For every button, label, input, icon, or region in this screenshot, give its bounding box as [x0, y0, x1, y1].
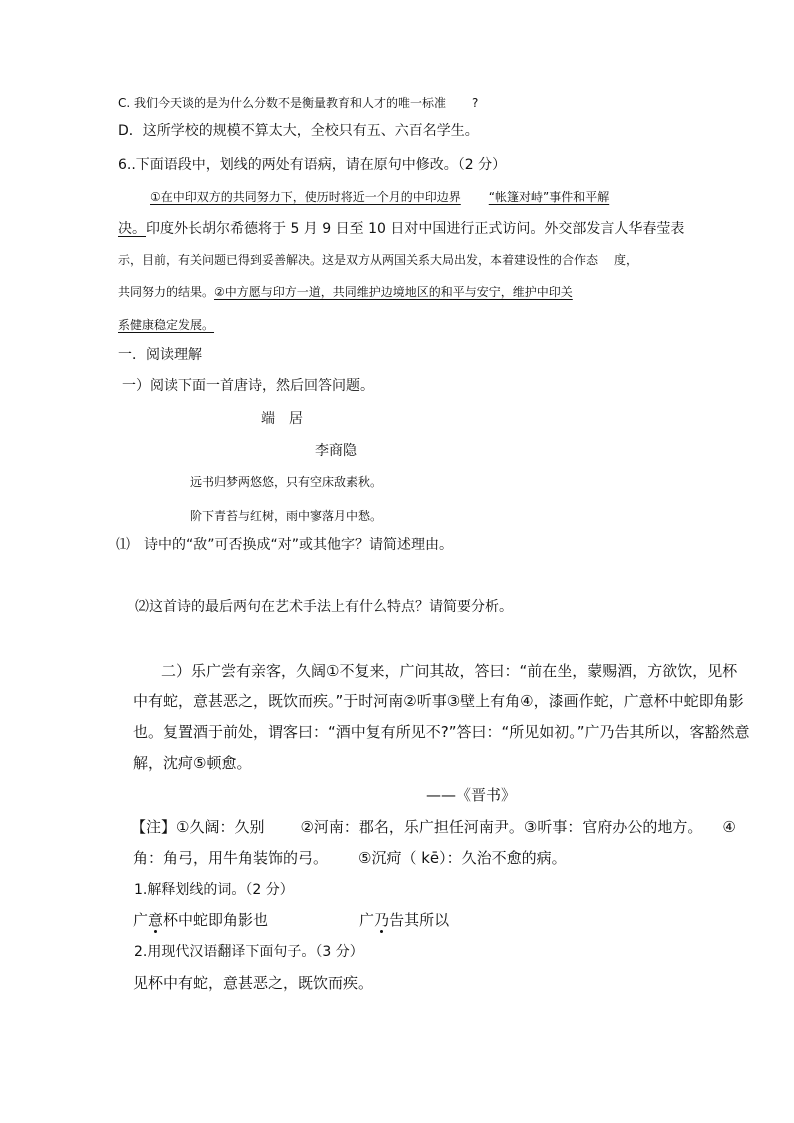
- phrase-1-part-a: 广: [133, 911, 149, 929]
- note-2-3: ②河南：郡名，乐广担任河南尹。③听事：官府办公的地方。: [300, 818, 703, 836]
- poem-author: 李商隐: [315, 443, 357, 459]
- exercise-1-phrases: [133, 911, 449, 929]
- note-4-marker: ④: [722, 818, 736, 836]
- text-source: ——《晋书》: [426, 786, 517, 804]
- exercise-1-phrase-2: [359, 911, 449, 929]
- q6-line-3-end: 度，: [614, 253, 639, 267]
- poem-question-1-text: 诗中的“敌”可否换成“对”或其他字？请简述理由。: [144, 537, 454, 553]
- poem-question-1-number: ⑴: [116, 537, 130, 553]
- q6-paragraph-line-4: [118, 285, 573, 299]
- q6-underlined-sentence-1a: ①在中印双方的共同努力下，使历时将近一个月的中印边界: [150, 190, 461, 204]
- q6-underlined-sentence-1c: 决。: [118, 221, 146, 237]
- note-4: 角：角弓，用牛角装饰的弓。: [133, 849, 329, 867]
- part-1-intro: 一）阅读下面一首唐诗，然后回答问题。: [122, 378, 374, 394]
- q6-line-3-text: 示，目前，有关问题已得到妥善解决。这是双方从两国关系大局出发，本着建设性的合作态: [118, 253, 599, 267]
- notes-line-1: [131, 818, 736, 836]
- classical-text-line-1: 二）乐广尝有亲客，久阔①不复来，广问其故，答曰：“前在坐，蒙赐酒，方欲饮，见杯: [161, 662, 738, 680]
- phrase-2-part-b: 告其所以: [389, 911, 450, 929]
- note-5: ⑤沉疴（ kē）：久治不愈的病。: [358, 849, 567, 867]
- question-6-stem: 6..下面语段中，划线的两处有语病，请在原句中修改。（2 分）: [118, 157, 507, 173]
- option-c: [118, 96, 478, 110]
- option-c-mark: ?: [472, 96, 479, 110]
- classical-text-line-2: 中有蛇，意甚恶之，既饮而疾。”于时河南②听事③壁上有角④，漆画作蛇，广意杯中蛇即角影: [133, 692, 744, 710]
- q6-paragraph-line-5: [118, 318, 214, 332]
- phrase-2-part-a: 广: [359, 911, 375, 929]
- q6-paragraph-line-2: [118, 221, 684, 238]
- exercise-2-sentence: 见杯中有蛇，意甚恶之，既饮而疾。: [133, 974, 374, 992]
- exercise-1-stem: 1.解释划线的词。（2 分）: [134, 882, 294, 898]
- poem-title: [261, 411, 303, 428]
- q6-underlined-sentence-1b: “帐篷对峙”事件和平解: [488, 190, 610, 204]
- exercise-2-stem: 2.用现代汉语翻译下面句子。（3 分）: [134, 944, 364, 960]
- exercise-1-phrase-1: [133, 911, 268, 929]
- poem-question-2: ⑵这首诗的最后两句在艺术手法上有什么特点？请简要分析。: [135, 599, 513, 615]
- poem-title-char-1: 端: [261, 411, 275, 427]
- q6-line-2-text: 印度外长胡尔希德将于 5 月 9 日至 10 日对中国进行正式访问。外交部发言人华春莹表: [146, 221, 685, 237]
- phrase-2-marked-word: 乃: [374, 911, 390, 929]
- notes-line-2: [133, 849, 567, 867]
- option-d: D．这所学校的规模不算太大，全校只有五、六百名学生。: [118, 123, 479, 139]
- q6-underlined-sentence-2a: ②中方愿与印方一道，共同维护边境地区的和平与安宁，维护中印关: [214, 285, 573, 299]
- poem-title-char-2: 居: [289, 411, 303, 427]
- q6-underlined-sentence-2b: 系健康稳定发展。: [118, 318, 215, 332]
- q6-paragraph-line-3: [118, 253, 638, 267]
- phrase-1-marked-word: 意: [148, 911, 164, 929]
- q6-paragraph-line-1: [150, 190, 609, 204]
- note-1: 【注】①久阔：久别: [131, 818, 265, 836]
- poem-question-1: [116, 537, 453, 554]
- section-heading-reading: 一．阅读理解: [118, 347, 202, 363]
- q6-line-4-text: 共同努力的结果。: [118, 285, 215, 299]
- option-c-text: C. 我们今天谈的是为什么分数不是衡量教育和人才的唯一标准: [118, 96, 447, 110]
- classical-text-line-3: 也。复置酒于前处，谓客曰：“酒中复有所见不?”答曰：“所见如初。”广乃告其所以，客豁然意: [133, 723, 750, 741]
- classical-text-line-4: 解，沈疴⑤顿愈。: [133, 754, 252, 772]
- phrase-1-part-b: 杯中蛇即角影也: [163, 911, 269, 929]
- poem-line-2: 阶下青苔与红树，雨中寥落月中愁。: [190, 509, 383, 523]
- poem-line-1: 远书归梦两悠悠，只有空床敌素秋。: [190, 475, 383, 489]
